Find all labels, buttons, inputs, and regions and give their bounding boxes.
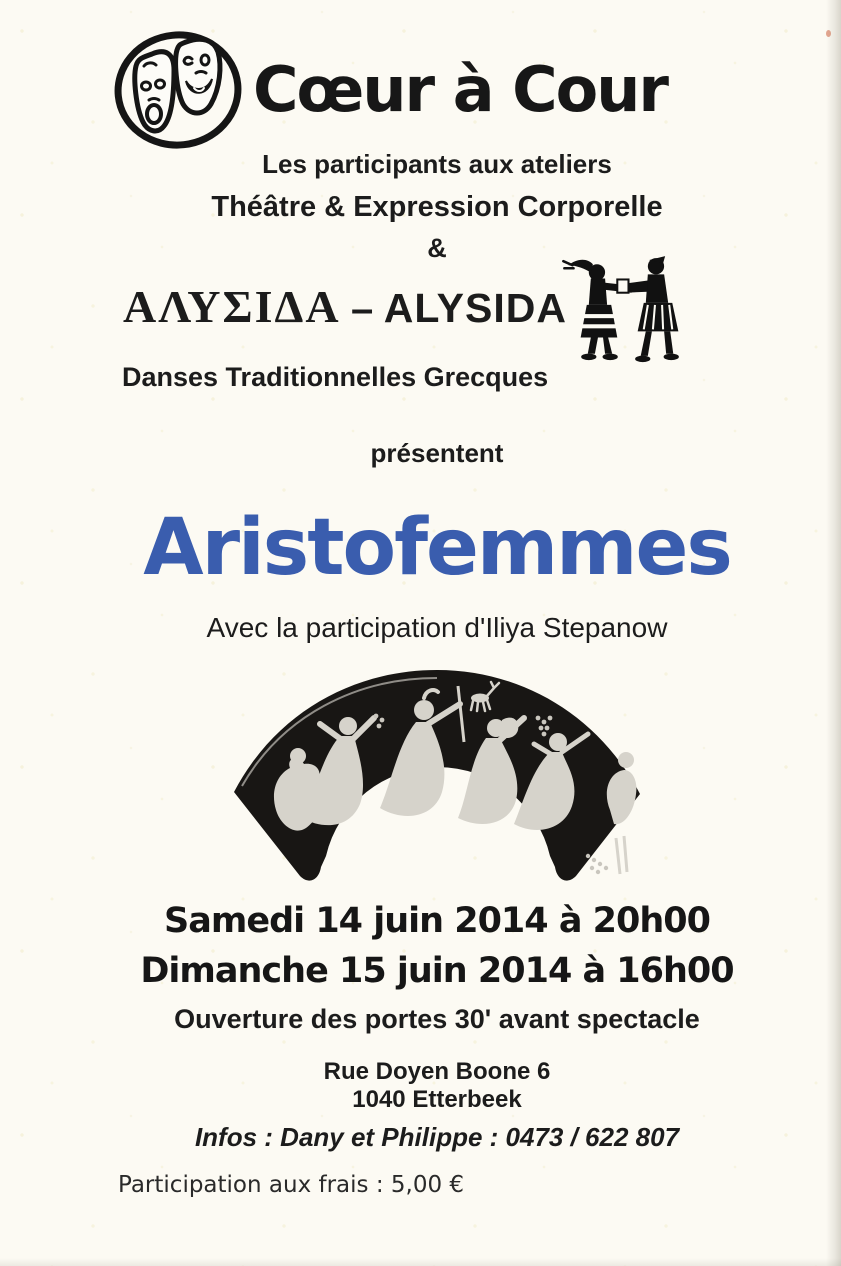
group-description: Danses Traditionnelles Grecques (122, 362, 549, 392)
subtitle-participants: Les participants aux ateliers (262, 149, 612, 179)
paper-bottom-shadow (0, 1258, 841, 1266)
ampersand-separator: & (427, 233, 447, 263)
doors-opening-line: Ouverture des portes 30' avant spectacle (174, 1004, 700, 1034)
date-line-sunday: Dimanche 15 juin 2014 à 16h00 (140, 951, 734, 991)
address-street: Rue Doyen Boone 6 (323, 1058, 551, 1085)
show-title: Aristofemmes (143, 503, 731, 593)
group-name-separator: – (351, 287, 374, 331)
group-name (123, 280, 567, 333)
contact-info-line: Infos : Dany et Philippe : 0473 / 622 807 (194, 1122, 680, 1152)
address-city: 1040 Etterbeek (352, 1086, 522, 1113)
vase-painting-image (228, 660, 646, 882)
price-line: Participation aux frais : 5,00 € (118, 1172, 465, 1198)
guest-participation-line: Avec la participation d'Iliya Stepanow (206, 612, 668, 643)
paper-torn-edge (826, 0, 841, 1266)
date-line-saturday: Samedi 14 juin 2014 à 20h00 (164, 901, 710, 941)
group-name-latin: ALYSIDA (383, 285, 567, 331)
presents-line: présentent (370, 438, 504, 468)
group-name-greek: ΑΛΥΣΙΔΑ (123, 281, 341, 332)
greek-dancers-icon (560, 252, 698, 366)
subtitle-theatre-expression: Théâtre & Expression Corporelle (211, 191, 663, 223)
company-title: Cœur à Cour (253, 53, 667, 126)
